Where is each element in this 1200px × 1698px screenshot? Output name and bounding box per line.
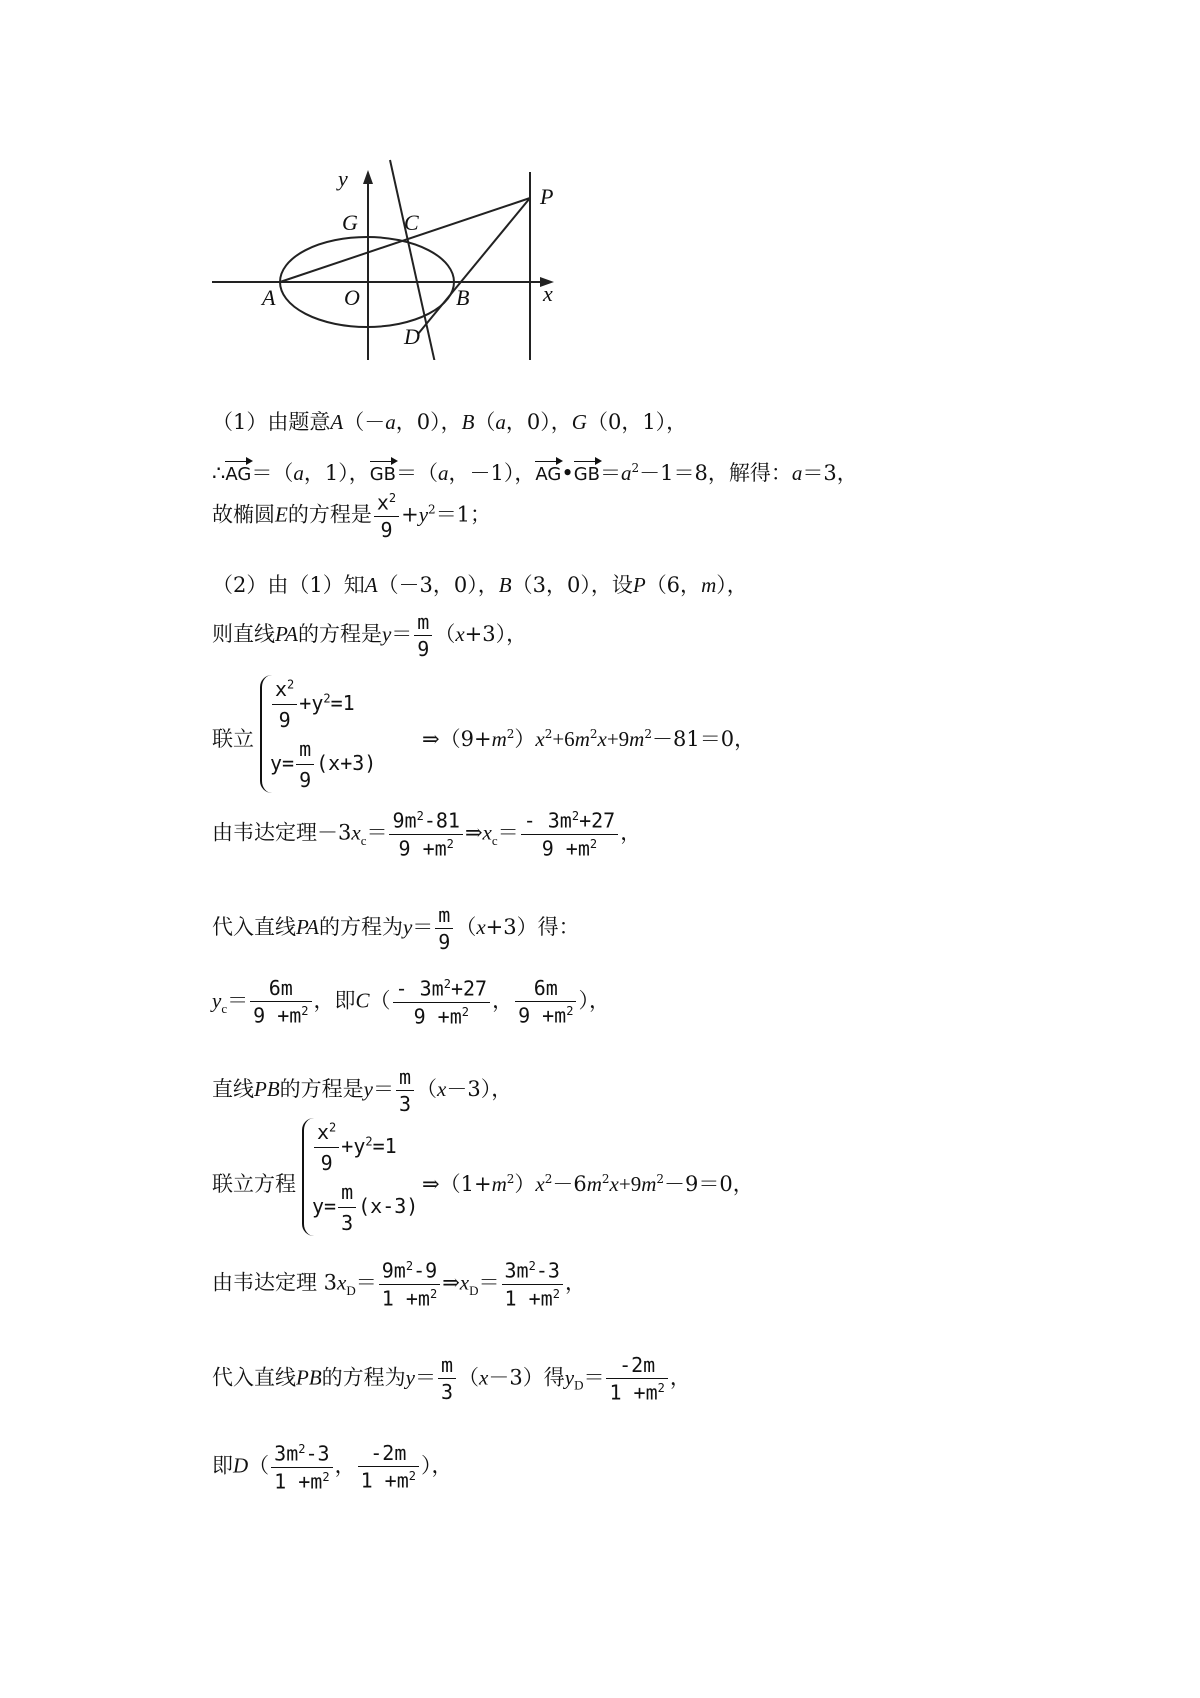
label-p: P <box>540 184 554 209</box>
fraction <box>606 1355 667 1403</box>
text: ⇒ <box>442 1270 460 1295</box>
var: a <box>791 461 803 485</box>
text: +y <box>299 691 324 715</box>
dot-product-symbol: • <box>561 461 574 485</box>
denominator: 9 <box>414 635 432 659</box>
numerator: -2m <box>370 1441 407 1466</box>
var: x <box>609 1172 619 1196</box>
var: x <box>459 1270 470 1295</box>
var: y <box>363 1077 373 1101</box>
text: ，即 <box>313 988 356 1013</box>
text: +9 <box>606 727 630 751</box>
therefore-symbol: ∴ <box>212 461 226 485</box>
var-e: E <box>275 502 288 527</box>
y-axis-arrow-icon <box>363 170 373 184</box>
var: x <box>482 820 492 845</box>
text: ） <box>514 727 536 751</box>
exponent: 2 <box>506 727 515 741</box>
var: m <box>574 727 590 751</box>
var: D <box>233 1453 249 1478</box>
denominator: 9 +m <box>413 1004 462 1029</box>
text: 的方程是 <box>279 1077 364 1101</box>
text: －9＝0， <box>664 1172 754 1196</box>
fraction <box>358 1443 419 1491</box>
text: ，1）， <box>303 461 370 485</box>
line-pb <box>418 198 530 334</box>
var: x <box>597 727 607 751</box>
solution-line-14 <box>212 1441 453 1494</box>
text: ＝3， <box>802 461 858 485</box>
exponent: 2 <box>461 1004 469 1019</box>
solution-line-13 <box>212 1355 691 1403</box>
text: +9 <box>618 1172 642 1196</box>
text: ＝ <box>478 1270 500 1295</box>
text: 的方程是 <box>287 502 372 527</box>
exponent: 2 <box>446 836 454 851</box>
var: PB <box>296 1365 322 1390</box>
text: (x+3) <box>316 751 377 775</box>
text: （－3，0）， <box>377 573 499 597</box>
text: (x-3) <box>358 1194 419 1218</box>
exponent: 2 <box>566 1004 574 1019</box>
exponent: 2 <box>657 1381 665 1395</box>
text: （ <box>458 1365 480 1390</box>
label-d: D <box>404 324 420 349</box>
var: y <box>564 1365 575 1390</box>
text: +y <box>341 1134 366 1158</box>
label-c: C <box>404 210 419 235</box>
fraction <box>393 976 491 1029</box>
var: x <box>455 622 465 646</box>
vector-ag: AG <box>535 460 561 484</box>
exponent: 2 <box>405 1259 414 1273</box>
text: ）， <box>421 1453 453 1478</box>
text: ）， <box>716 573 748 597</box>
var: PB <box>254 1077 280 1101</box>
fraction <box>338 1180 356 1235</box>
solution-line-7 <box>212 808 642 861</box>
text: ，0）， <box>505 410 572 434</box>
label-x: x <box>543 281 553 306</box>
label-a: A <box>262 285 276 310</box>
fraction <box>379 1258 440 1311</box>
text: ， <box>334 1453 356 1478</box>
denominator: 9 +m <box>398 836 447 861</box>
text: （0，1）， <box>586 410 688 434</box>
text: 代入直线 <box>212 1365 296 1390</box>
fraction <box>515 978 576 1026</box>
var: m <box>629 727 645 751</box>
var: C <box>355 988 370 1013</box>
solution-line-4 <box>212 575 748 596</box>
text: ＝ <box>227 988 249 1013</box>
numerator: 3m <box>274 1441 299 1466</box>
denominator: 9 <box>435 928 453 952</box>
text: ＝（ <box>396 461 438 485</box>
text: y= <box>312 1194 337 1218</box>
text: ＝ <box>414 1365 436 1390</box>
var: PA <box>275 622 298 646</box>
fraction <box>296 737 314 792</box>
text: 的方程是 <box>297 622 382 646</box>
text: ＝ <box>600 461 622 485</box>
denominator: 9 <box>314 1147 339 1175</box>
numerator: 6m <box>533 976 558 1001</box>
text: ⇒（1+ <box>422 1172 492 1196</box>
fraction <box>389 808 462 861</box>
denominator: 1 +m <box>381 1286 430 1311</box>
denominator: 3 <box>338 1207 356 1235</box>
numerator: -3 <box>535 1258 560 1283</box>
var: x <box>337 1270 347 1295</box>
text: ＝ <box>366 820 388 845</box>
text: ，0）， <box>395 410 462 434</box>
exponent: 2 <box>323 691 331 706</box>
exponent: 2 <box>322 1469 330 1484</box>
system-result <box>422 723 755 753</box>
denominator: 9 +m <box>253 1003 302 1028</box>
subscript: c <box>221 1000 228 1016</box>
text: （ <box>474 410 496 434</box>
denominator: 3 <box>438 1378 456 1402</box>
numerator: 9m <box>381 1258 406 1283</box>
fraction <box>396 1067 414 1114</box>
fraction <box>271 1441 332 1494</box>
text: ＝ <box>497 820 519 845</box>
text: =1 <box>330 691 355 715</box>
var-b-point: B <box>461 410 475 434</box>
var: y <box>212 988 222 1013</box>
exponent: 2 <box>589 727 598 741</box>
var-a-point: A <box>330 410 344 434</box>
var: a <box>438 461 449 485</box>
exponent: 2 <box>544 1172 553 1186</box>
var: a <box>621 461 632 485</box>
denominator: 9 <box>272 704 297 732</box>
denominator: 1 +m <box>609 1380 658 1405</box>
var: x <box>476 915 486 939</box>
denominator: 9 +m <box>541 836 590 861</box>
text: （ <box>455 915 477 939</box>
exponent: 2 <box>408 1469 416 1484</box>
var: PA <box>296 915 319 939</box>
geometry-figure <box>200 150 560 360</box>
exponent: 2 <box>552 1286 560 1301</box>
exponent: 2 <box>589 836 598 851</box>
text: －3）， <box>446 1077 513 1101</box>
label-y: y <box>338 166 348 191</box>
numerator: m <box>440 1353 454 1378</box>
solution-line-1 <box>212 412 687 433</box>
numerator: -9 <box>413 1258 438 1283</box>
text: 的方程为 <box>318 915 403 939</box>
text: ＝（ <box>251 461 294 485</box>
var: a <box>385 410 396 434</box>
text: ⇒（9+ <box>422 727 492 751</box>
text: ＝ <box>391 622 413 646</box>
subscript: D <box>346 1282 356 1298</box>
denominator: 1 +m <box>504 1286 553 1311</box>
numerator: -2m <box>619 1353 656 1377</box>
fraction <box>438 1353 456 1405</box>
text: －1＝8，解得： <box>639 461 792 485</box>
text: （3，0），设 <box>511 573 633 597</box>
text: 即 <box>212 1453 233 1478</box>
var: x <box>535 727 545 751</box>
var: B <box>498 573 512 597</box>
text: ＝ <box>583 1365 605 1390</box>
subscript: c <box>360 832 367 848</box>
numerator: x <box>275 677 288 701</box>
vector-gb: GB <box>370 460 396 484</box>
text: 联立 <box>212 727 254 751</box>
system-eq-1 <box>312 1120 397 1175</box>
text: ＝ <box>372 1077 394 1101</box>
var: y <box>418 502 429 527</box>
numerator: m <box>398 1065 412 1089</box>
subscript: c <box>491 832 498 848</box>
system-2 <box>212 1118 1062 1238</box>
solution-line-12 <box>212 1258 586 1311</box>
text: （1）由题意 <box>212 410 331 434</box>
text: －6 <box>552 1172 587 1196</box>
fraction <box>314 1120 339 1175</box>
solution-line-10 <box>212 1067 512 1114</box>
text: （2）由（1）知 <box>212 573 365 597</box>
denominator: 1 +m <box>274 1469 323 1494</box>
text: （ <box>434 622 456 646</box>
solution-line-2 <box>212 460 858 484</box>
numerator: m <box>417 610 430 634</box>
solution-line-3 <box>212 492 491 540</box>
var: y <box>402 915 413 939</box>
text: （6， <box>645 573 702 597</box>
text: （ <box>369 988 391 1013</box>
denominator: 9 <box>374 516 399 540</box>
numerator: - 3m <box>395 976 444 1001</box>
text: 联立方程 <box>212 1172 296 1196</box>
fraction <box>521 808 619 861</box>
text: 代入直线 <box>212 915 296 939</box>
solution-line-5 <box>212 612 527 659</box>
exponent: 2 <box>301 1004 309 1019</box>
denominator: 9 <box>296 764 314 792</box>
text: －81＝0， <box>651 727 756 751</box>
var: P <box>632 573 646 597</box>
fraction <box>502 1258 563 1311</box>
label-b: B <box>456 285 470 310</box>
var: A <box>364 573 378 597</box>
text: =1 <box>372 1134 397 1158</box>
var: m <box>491 727 507 751</box>
numerator: 6m <box>268 976 293 1001</box>
var: m <box>491 1172 507 1196</box>
var: m <box>586 1172 602 1196</box>
text: y= <box>270 751 295 775</box>
exponent: 2 <box>644 727 652 741</box>
numerator: m <box>438 903 451 927</box>
text: ， <box>564 1270 586 1295</box>
text: 由韦达定理－3 <box>212 820 352 845</box>
numerator: - 3m <box>523 808 572 833</box>
var: x <box>351 820 361 845</box>
system-result <box>422 1168 754 1198</box>
system-eq-2 <box>270 737 376 792</box>
solution-line-8 <box>212 905 580 952</box>
text: 直线 <box>212 1077 254 1101</box>
denominator: 1 +m <box>360 1468 409 1493</box>
exponent: 2 <box>429 1286 438 1301</box>
exponent: 2 <box>416 809 424 823</box>
text: （ <box>248 1453 270 1478</box>
text: ，－1）， <box>448 461 536 485</box>
denominator: 3 <box>396 1090 414 1114</box>
subscript: D <box>469 1282 479 1298</box>
system-eq-1 <box>270 677 355 732</box>
var: a <box>293 461 304 485</box>
text: +3）， <box>464 622 528 646</box>
fraction <box>374 492 399 540</box>
text: ） <box>514 1172 536 1196</box>
exponent: 2 <box>601 1172 610 1186</box>
text: ， <box>620 820 642 845</box>
exponent: 2 <box>428 502 436 517</box>
exponent: 2 <box>506 1172 515 1186</box>
numerator: x <box>376 490 389 515</box>
fraction <box>414 612 432 659</box>
fraction <box>250 978 311 1026</box>
fraction <box>435 905 453 952</box>
text: （ <box>416 1077 438 1101</box>
denominator: 9 +m <box>518 1003 567 1028</box>
numerator: -81 <box>423 808 460 833</box>
solution-line-9 <box>212 976 610 1029</box>
label-g: G <box>342 210 358 235</box>
exponent: 2 <box>656 1172 665 1186</box>
numerator: m <box>299 737 312 761</box>
text: 由韦达定理 3 <box>212 1270 338 1295</box>
subscript: D <box>574 1377 584 1393</box>
exponent: 2 <box>287 677 295 692</box>
exponent: 2 <box>571 809 580 823</box>
text: 则直线 <box>212 622 275 646</box>
numerator: -3 <box>305 1441 330 1466</box>
var-g-point: G <box>571 410 587 434</box>
var: x <box>437 1077 447 1101</box>
var: x <box>535 1172 545 1196</box>
text: ）， <box>578 988 610 1013</box>
var: a <box>495 410 506 434</box>
numerator: x <box>317 1120 330 1144</box>
label-o: O <box>344 285 360 310</box>
system-1 <box>212 675 1012 795</box>
text: 的方程为 <box>321 1365 406 1390</box>
numerator: +27 <box>579 808 616 833</box>
numerator: 9m <box>392 808 417 833</box>
text: ⇒ <box>464 820 483 845</box>
numerator: m <box>341 1180 354 1204</box>
exponent: 2 <box>365 1134 373 1149</box>
text: ， <box>492 988 514 1013</box>
numerator: 3m <box>504 1258 529 1283</box>
exponent: 2 <box>388 491 397 505</box>
exponent: 2 <box>544 727 553 741</box>
text: ， <box>669 1365 691 1390</box>
fraction <box>272 677 297 732</box>
exponent: 2 <box>528 1259 536 1273</box>
exponent: 2 <box>443 977 451 991</box>
text: ＝1； <box>435 502 492 527</box>
text: （－ <box>343 410 386 434</box>
var: y <box>381 622 392 646</box>
exponent: 2 <box>631 461 640 475</box>
system-eq-2 <box>312 1180 418 1235</box>
text: ＝ <box>355 1270 377 1295</box>
text: +6 <box>552 727 575 751</box>
text: ＝ <box>412 915 434 939</box>
numerator: +27 <box>450 976 488 1001</box>
text: 故椭圆 <box>212 502 275 527</box>
vector-ag: AG <box>225 460 251 484</box>
var: x <box>479 1365 489 1390</box>
var: m <box>701 573 717 597</box>
vector-gb: GB <box>574 460 600 484</box>
text: －3）得 <box>488 1365 565 1390</box>
var: m <box>641 1172 657 1196</box>
exponent: 2 <box>329 1120 337 1135</box>
text: + <box>401 502 419 527</box>
text: +3）得： <box>485 915 580 939</box>
var: y <box>405 1365 415 1390</box>
exponent: 2 <box>298 1442 306 1456</box>
